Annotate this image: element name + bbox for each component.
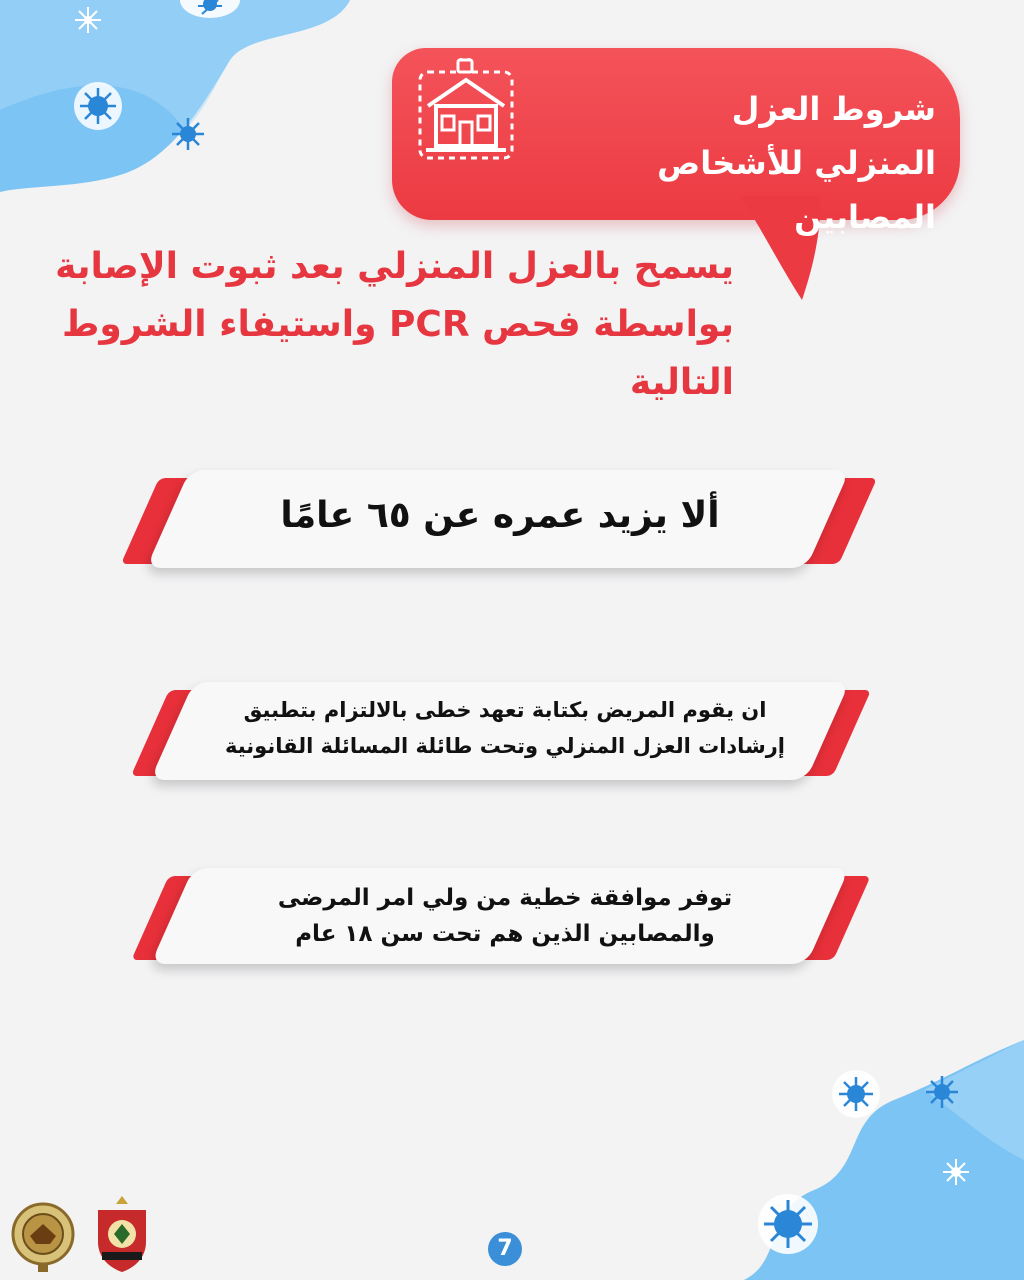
condition-text-2 xyxy=(205,692,805,764)
condition-text-1 xyxy=(220,490,780,542)
condition-3-line1: توفر موافقة خطية من ولي امر المرضى xyxy=(277,885,733,911)
virus-icon xyxy=(72,4,104,36)
condition-3-line2: والمصابين الذين هم تحت سن ١٨ عام xyxy=(295,921,715,947)
condition-2-line2: إرشادات العزل المنزلي وتحت طائلة المسائلة القانونية xyxy=(224,734,786,758)
emblem-logo xyxy=(10,1198,76,1274)
virus-icon xyxy=(830,1068,882,1120)
intro-line1: يسمح بالعزل المنزلي بعد ثبوت الإصابة xyxy=(55,246,734,287)
virus-icon xyxy=(72,80,124,132)
virus-icon xyxy=(756,1192,820,1256)
intro-line2: بواسطة فحص PCR واستيفاء الشروط التالية xyxy=(61,304,734,403)
virus-icon xyxy=(180,0,240,20)
top-left-blue-blob xyxy=(0,0,360,200)
header-title-line1: شروط العزل xyxy=(731,90,936,128)
condition-1-line1: ألا يزيد عمره عن ٦٥ عامًا xyxy=(280,495,720,536)
virus-icon xyxy=(168,114,208,154)
condition-text-3 xyxy=(215,880,795,952)
header-title xyxy=(520,82,936,244)
page-number: 7 xyxy=(488,1232,522,1266)
house-lock-icon xyxy=(414,58,518,162)
virus-icon xyxy=(940,1156,972,1188)
intro-text xyxy=(30,238,734,412)
coat-of-arms-logo xyxy=(92,1194,152,1274)
header-title-line2: المنزلي للأشخاص المصابين xyxy=(657,144,936,236)
condition-2-line1: ان يقوم المريض بكتابة تعهد خطى بالالتزام بتطبيق xyxy=(243,698,767,722)
virus-icon xyxy=(920,1070,964,1114)
